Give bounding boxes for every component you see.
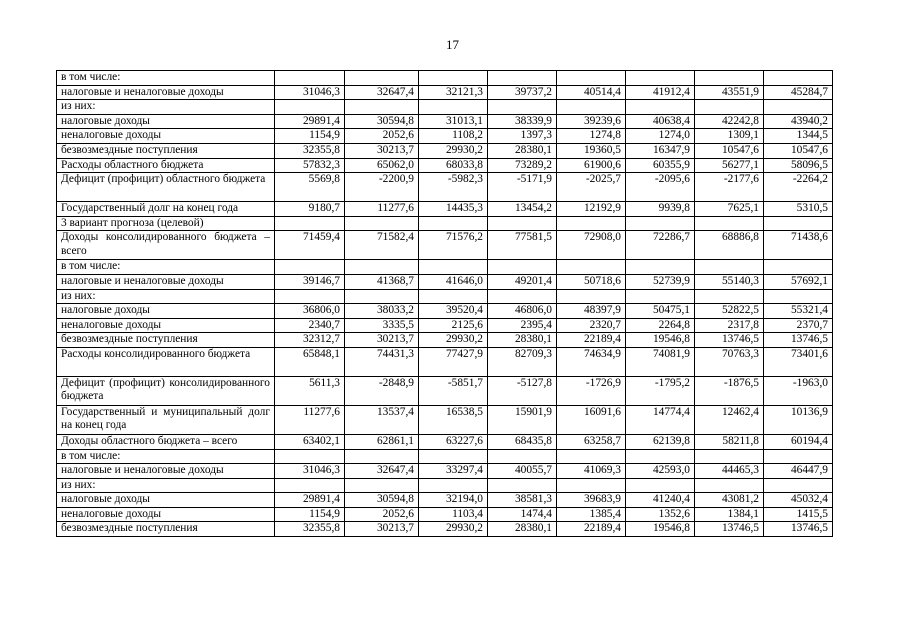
value-cell: -2200,9 <box>345 173 419 202</box>
value-cell <box>557 216 626 231</box>
value-cell: 30594,8 <box>345 493 419 508</box>
value-cell: 44465,3 <box>695 464 764 479</box>
row-label: в том числе: <box>57 71 275 86</box>
value-cell: 52822,5 <box>695 304 764 319</box>
value-cell: 57692,1 <box>764 274 833 289</box>
row-label: безвозмездные поступления <box>57 522 275 537</box>
value-cell <box>764 260 833 275</box>
value-cell: 1415,5 <box>764 507 833 522</box>
row-label: налоговые доходы <box>57 114 275 129</box>
value-cell <box>764 100 833 115</box>
row-label: налоговые доходы <box>57 304 275 319</box>
value-cell: 13746,5 <box>695 522 764 537</box>
value-cell: 1397,3 <box>488 129 557 144</box>
value-cell: 49201,4 <box>488 274 557 289</box>
row-label: Дефицит (профицит) областного бюджета <box>57 173 275 202</box>
row-label: Доходы консолидированного бюджета – всего <box>57 231 275 260</box>
row-label: из них: <box>57 478 275 493</box>
table-row <box>57 405 833 434</box>
value-cell: 33297,4 <box>419 464 488 479</box>
value-cell <box>345 449 419 464</box>
value-cell <box>419 289 488 304</box>
value-cell: 13537,4 <box>345 405 419 434</box>
value-cell: 41368,7 <box>345 274 419 289</box>
value-cell <box>419 71 488 86</box>
value-cell: 9939,8 <box>626 202 695 217</box>
value-cell <box>275 478 345 493</box>
value-cell: 73289,2 <box>488 158 557 173</box>
value-cell: 41069,3 <box>557 464 626 479</box>
value-cell: 32194,0 <box>419 493 488 508</box>
value-cell <box>275 71 345 86</box>
value-cell: 58211,8 <box>695 434 764 449</box>
table-row <box>57 522 833 537</box>
value-cell: 39737,2 <box>488 85 557 100</box>
row-label: неналоговые доходы <box>57 318 275 333</box>
value-cell: 45284,7 <box>764 85 833 100</box>
value-cell: 62861,1 <box>345 434 419 449</box>
budget-forecast-table <box>56 70 833 537</box>
value-cell: 70763,3 <box>695 347 764 376</box>
table-row <box>57 493 833 508</box>
value-cell <box>345 289 419 304</box>
value-cell <box>626 478 695 493</box>
value-cell: 1154,9 <box>275 129 345 144</box>
value-cell: 77581,5 <box>488 231 557 260</box>
value-cell: 48397,9 <box>557 304 626 319</box>
value-cell: 32312,7 <box>275 333 345 348</box>
value-cell: 36806,0 <box>275 304 345 319</box>
value-cell <box>626 100 695 115</box>
value-cell: 60194,4 <box>764 434 833 449</box>
value-cell: 30594,8 <box>345 114 419 129</box>
table-row <box>57 114 833 129</box>
value-cell: 39146,7 <box>275 274 345 289</box>
value-cell: 42242,8 <box>695 114 764 129</box>
value-cell: 82709,3 <box>488 347 557 376</box>
table-row <box>57 304 833 319</box>
value-cell <box>345 100 419 115</box>
row-label: налоговые и неналоговые доходы <box>57 85 275 100</box>
row-label: 3 вариант прогноза (целевой) <box>57 216 275 231</box>
value-cell: 32121,3 <box>419 85 488 100</box>
value-cell: 19546,8 <box>626 522 695 537</box>
value-cell: 11277,6 <box>345 202 419 217</box>
value-cell: -1795,2 <box>626 376 695 405</box>
value-cell: 42593,0 <box>626 464 695 479</box>
table-row <box>57 143 833 158</box>
value-cell: 29891,4 <box>275 114 345 129</box>
value-cell: 39239,6 <box>557 114 626 129</box>
value-cell: -2095,6 <box>626 173 695 202</box>
value-cell: 1108,2 <box>419 129 488 144</box>
table-row <box>57 85 833 100</box>
value-cell: 1474,4 <box>488 507 557 522</box>
value-cell: 41240,4 <box>626 493 695 508</box>
value-cell: 30213,7 <box>345 522 419 537</box>
row-label: безвозмездные поступления <box>57 333 275 348</box>
value-cell <box>764 289 833 304</box>
value-cell <box>419 478 488 493</box>
value-cell: 39520,4 <box>419 304 488 319</box>
value-cell: 29930,2 <box>419 143 488 158</box>
value-cell: 13746,5 <box>764 522 833 537</box>
value-cell: 1309,1 <box>695 129 764 144</box>
value-cell: 40514,4 <box>557 85 626 100</box>
value-cell <box>557 100 626 115</box>
value-cell: 15901,9 <box>488 405 557 434</box>
value-cell: 5569,8 <box>275 173 345 202</box>
value-cell: 65848,1 <box>275 347 345 376</box>
value-cell: 1274,8 <box>557 129 626 144</box>
value-cell: 16347,9 <box>626 143 695 158</box>
value-cell: 28380,1 <box>488 143 557 158</box>
value-cell: 63258,7 <box>557 434 626 449</box>
row-label: неналоговые доходы <box>57 129 275 144</box>
value-cell: -5982,3 <box>419 173 488 202</box>
value-cell: 71438,6 <box>764 231 833 260</box>
value-cell: -5851,7 <box>419 376 488 405</box>
value-cell <box>557 71 626 86</box>
value-cell: 2317,8 <box>695 318 764 333</box>
table-row <box>57 333 833 348</box>
value-cell: 1385,4 <box>557 507 626 522</box>
value-cell <box>419 449 488 464</box>
table-row <box>57 478 833 493</box>
value-cell <box>345 71 419 86</box>
value-cell: -2025,7 <box>557 173 626 202</box>
value-cell: 62139,8 <box>626 434 695 449</box>
value-cell: 28380,1 <box>488 333 557 348</box>
value-cell: 65062,0 <box>345 158 419 173</box>
value-cell <box>695 289 764 304</box>
row-label: Доходы областного бюджета – всего <box>57 434 275 449</box>
table-row <box>57 216 833 231</box>
value-cell: 74634,9 <box>557 347 626 376</box>
value-cell: 2395,4 <box>488 318 557 333</box>
value-cell: 1384,1 <box>695 507 764 522</box>
value-cell <box>764 71 833 86</box>
value-cell <box>695 478 764 493</box>
value-cell: 68033,8 <box>419 158 488 173</box>
value-cell: 60355,9 <box>626 158 695 173</box>
value-cell: -1963,0 <box>764 376 833 405</box>
value-cell <box>488 100 557 115</box>
value-cell: 22189,4 <box>557 333 626 348</box>
value-cell: 41646,0 <box>419 274 488 289</box>
value-cell <box>419 260 488 275</box>
value-cell <box>695 71 764 86</box>
row-label: в том числе: <box>57 260 275 275</box>
row-label: в том числе: <box>57 449 275 464</box>
value-cell: -1876,5 <box>695 376 764 405</box>
value-cell <box>275 100 345 115</box>
page-number: 17 <box>446 37 459 52</box>
value-cell: 28380,1 <box>488 522 557 537</box>
row-label: Дефицит (профицит) консолидированного бюджета <box>57 376 275 405</box>
value-cell: 45032,4 <box>764 493 833 508</box>
value-cell <box>345 260 419 275</box>
value-cell: 12192,9 <box>557 202 626 217</box>
value-cell: 10547,6 <box>695 143 764 158</box>
value-cell: 3335,5 <box>345 318 419 333</box>
value-cell: 38581,3 <box>488 493 557 508</box>
value-cell <box>764 449 833 464</box>
table-row <box>57 347 833 376</box>
value-cell: 19546,8 <box>626 333 695 348</box>
table-row <box>57 318 833 333</box>
value-cell <box>626 449 695 464</box>
value-cell: 2370,7 <box>764 318 833 333</box>
value-cell: 7625,1 <box>695 202 764 217</box>
value-cell: 43940,2 <box>764 114 833 129</box>
value-cell: 52739,9 <box>626 274 695 289</box>
value-cell <box>764 478 833 493</box>
value-cell: 74431,3 <box>345 347 419 376</box>
value-cell <box>488 216 557 231</box>
value-cell <box>275 289 345 304</box>
value-cell: 39683,9 <box>557 493 626 508</box>
row-label: неналоговые доходы <box>57 507 275 522</box>
value-cell: 46806,0 <box>488 304 557 319</box>
value-cell: 16538,5 <box>419 405 488 434</box>
value-cell: 77427,9 <box>419 347 488 376</box>
value-cell: 30213,7 <box>345 143 419 158</box>
value-cell: 2320,7 <box>557 318 626 333</box>
value-cell: 61900,6 <box>557 158 626 173</box>
row-label: из них: <box>57 289 275 304</box>
value-cell: -1726,9 <box>557 376 626 405</box>
value-cell: 1274,0 <box>626 129 695 144</box>
value-cell: 5310,5 <box>764 202 833 217</box>
row-label: Государственный и муниципальный долг на конец года <box>57 405 275 434</box>
value-cell: 40638,4 <box>626 114 695 129</box>
table-row <box>57 464 833 479</box>
value-cell: 13746,5 <box>695 333 764 348</box>
value-cell: 10547,6 <box>764 143 833 158</box>
value-cell: 38339,9 <box>488 114 557 129</box>
value-cell: 16091,6 <box>557 405 626 434</box>
table-row <box>57 100 833 115</box>
value-cell <box>488 289 557 304</box>
value-cell <box>695 260 764 275</box>
value-cell: 14435,3 <box>419 202 488 217</box>
table-row <box>57 376 833 405</box>
value-cell: 2264,8 <box>626 318 695 333</box>
table-row <box>57 202 833 217</box>
value-cell <box>557 449 626 464</box>
row-label: безвозмездные поступления <box>57 143 275 158</box>
table-row <box>57 260 833 275</box>
value-cell: 1154,9 <box>275 507 345 522</box>
value-cell: 72286,7 <box>626 231 695 260</box>
table-row <box>57 158 833 173</box>
value-cell: 29930,2 <box>419 333 488 348</box>
value-cell: 1344,5 <box>764 129 833 144</box>
value-cell: 55321,4 <box>764 304 833 319</box>
value-cell <box>488 449 557 464</box>
table-row <box>57 173 833 202</box>
value-cell <box>626 260 695 275</box>
value-cell: -2848,9 <box>345 376 419 405</box>
value-cell: 1352,6 <box>626 507 695 522</box>
value-cell: 2125,6 <box>419 318 488 333</box>
value-cell: 71459,4 <box>275 231 345 260</box>
value-cell <box>275 260 345 275</box>
value-cell: 31046,3 <box>275 85 345 100</box>
value-cell: 29930,2 <box>419 522 488 537</box>
value-cell: 19360,5 <box>557 143 626 158</box>
value-cell: 29891,4 <box>275 493 345 508</box>
value-cell: 2340,7 <box>275 318 345 333</box>
value-cell: 72908,0 <box>557 231 626 260</box>
value-cell <box>345 478 419 493</box>
value-cell: 5611,3 <box>275 376 345 405</box>
value-cell <box>275 449 345 464</box>
table-row <box>57 71 833 86</box>
value-cell: 55140,3 <box>695 274 764 289</box>
table-row <box>57 274 833 289</box>
row-label: из них: <box>57 100 275 115</box>
value-cell: 30213,7 <box>345 333 419 348</box>
value-cell: 74081,9 <box>626 347 695 376</box>
value-cell: 57832,3 <box>275 158 345 173</box>
table-body <box>57 71 833 537</box>
value-cell: -2264,2 <box>764 173 833 202</box>
value-cell <box>345 216 419 231</box>
value-cell <box>626 71 695 86</box>
table-row <box>57 434 833 449</box>
value-cell: 71576,2 <box>419 231 488 260</box>
row-label: Расходы консолидированного бюджета <box>57 347 275 376</box>
value-cell: 46447,9 <box>764 464 833 479</box>
value-cell <box>557 289 626 304</box>
value-cell: -5127,8 <box>488 376 557 405</box>
value-cell: 63227,6 <box>419 434 488 449</box>
value-cell <box>626 289 695 304</box>
value-cell: 13746,5 <box>764 333 833 348</box>
value-cell <box>626 216 695 231</box>
value-cell: 32647,4 <box>345 85 419 100</box>
row-label: налоговые и неналоговые доходы <box>57 464 275 479</box>
value-cell: 50718,6 <box>557 274 626 289</box>
value-cell: 40055,7 <box>488 464 557 479</box>
row-label: налоговые и неналоговые доходы <box>57 274 275 289</box>
value-cell: 58096,5 <box>764 158 833 173</box>
row-label: налоговые доходы <box>57 493 275 508</box>
value-cell: 68435,8 <box>488 434 557 449</box>
value-cell: 9180,7 <box>275 202 345 217</box>
value-cell <box>695 449 764 464</box>
value-cell: 14774,4 <box>626 405 695 434</box>
table-row <box>57 129 833 144</box>
value-cell: 32355,8 <box>275 143 345 158</box>
table-row <box>57 289 833 304</box>
value-cell: 13454,2 <box>488 202 557 217</box>
table-row <box>57 507 833 522</box>
value-cell <box>488 71 557 86</box>
value-cell <box>764 216 833 231</box>
value-cell: 31046,3 <box>275 464 345 479</box>
value-cell: 43551,9 <box>695 85 764 100</box>
value-cell <box>695 216 764 231</box>
value-cell <box>419 100 488 115</box>
value-cell <box>557 478 626 493</box>
value-cell: 12462,4 <box>695 405 764 434</box>
row-label: Расходы областного бюджета <box>57 158 275 173</box>
value-cell: -2177,6 <box>695 173 764 202</box>
value-cell: 50475,1 <box>626 304 695 319</box>
value-cell: 63402,1 <box>275 434 345 449</box>
value-cell: 56277,1 <box>695 158 764 173</box>
value-cell: 10136,9 <box>764 405 833 434</box>
value-cell <box>695 100 764 115</box>
value-cell: 68886,8 <box>695 231 764 260</box>
value-cell <box>419 216 488 231</box>
value-cell: 31013,1 <box>419 114 488 129</box>
value-cell: 32647,4 <box>345 464 419 479</box>
value-cell: 73401,6 <box>764 347 833 376</box>
table-row <box>57 449 833 464</box>
value-cell: 2052,6 <box>345 129 419 144</box>
table-row <box>57 231 833 260</box>
value-cell: 41912,4 <box>626 85 695 100</box>
value-cell <box>557 260 626 275</box>
value-cell: 22189,4 <box>557 522 626 537</box>
value-cell: 71582,4 <box>345 231 419 260</box>
value-cell <box>275 216 345 231</box>
value-cell: 11277,6 <box>275 405 345 434</box>
value-cell: 43081,2 <box>695 493 764 508</box>
value-cell: 1103,4 <box>419 507 488 522</box>
value-cell: -5171,9 <box>488 173 557 202</box>
value-cell <box>488 260 557 275</box>
value-cell: 32355,8 <box>275 522 345 537</box>
row-label: Государственный долг на конец года <box>57 202 275 217</box>
value-cell <box>488 478 557 493</box>
value-cell: 2052,6 <box>345 507 419 522</box>
value-cell: 38033,2 <box>345 304 419 319</box>
